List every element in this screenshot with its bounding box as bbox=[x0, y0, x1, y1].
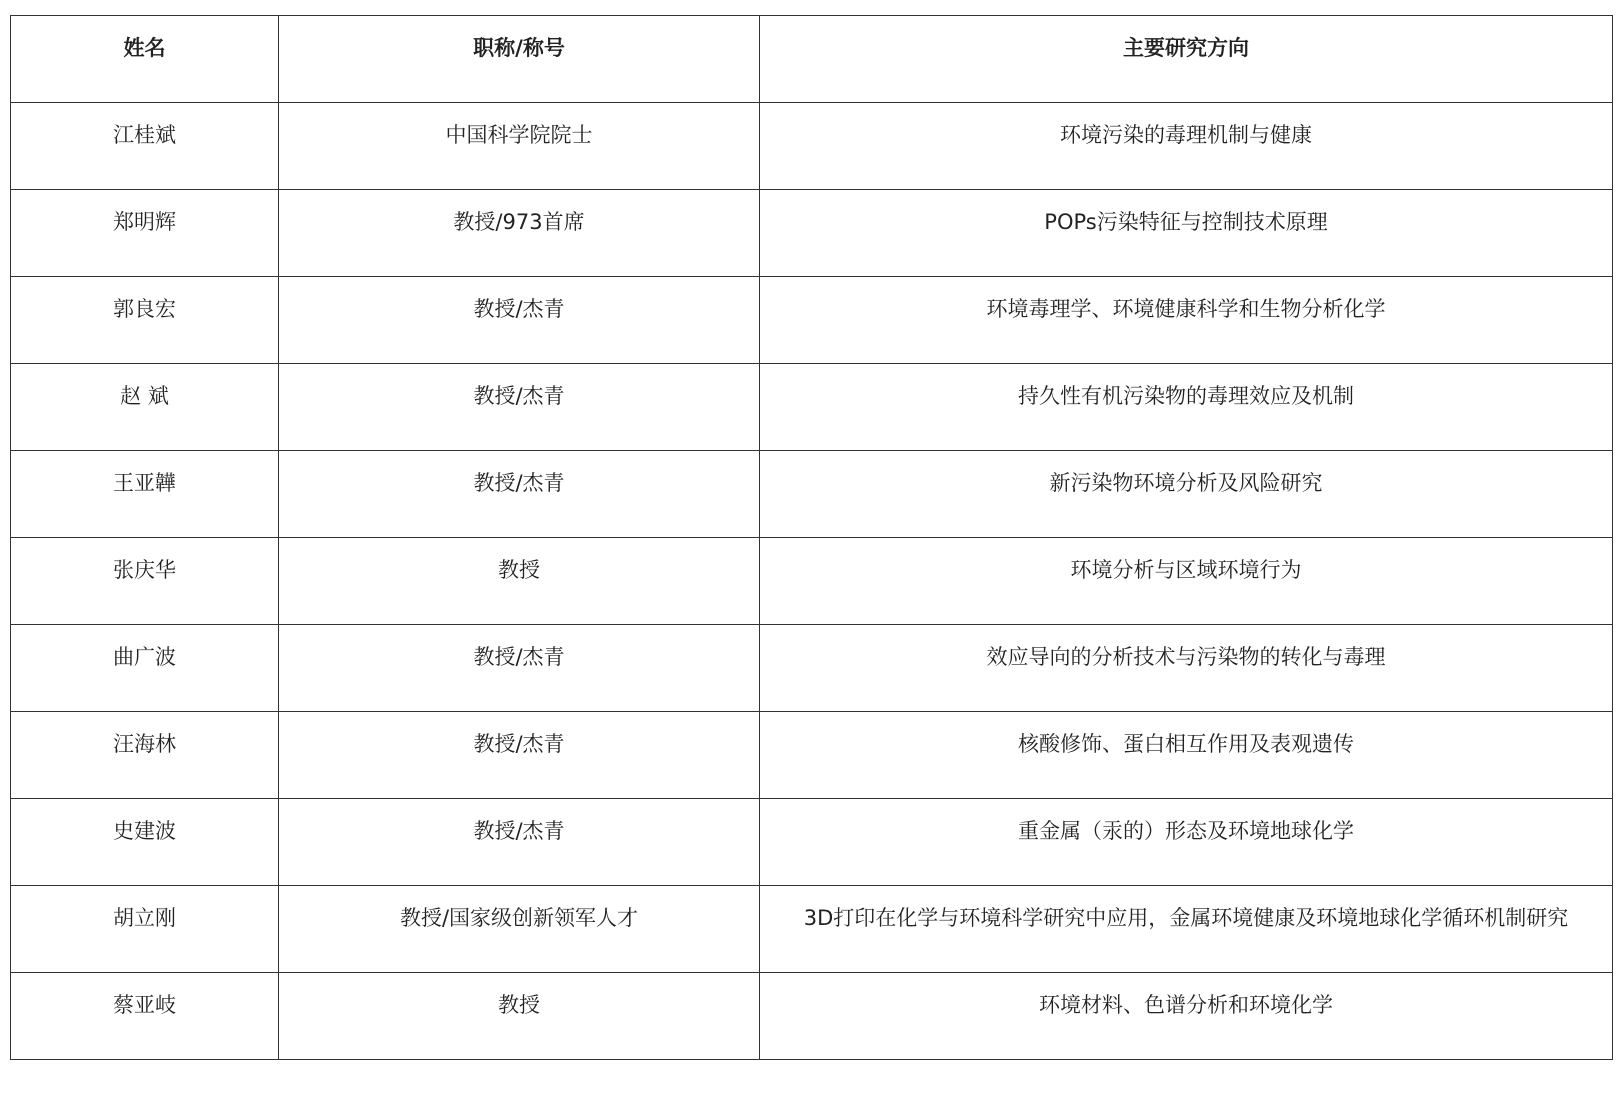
cell-research: 持久性有机污染物的毒理效应及机制 bbox=[760, 364, 1613, 451]
table-row bbox=[11, 277, 1613, 364]
cell-title: 教授 bbox=[279, 973, 760, 1060]
cell-title: 教授/杰青 bbox=[279, 277, 760, 364]
cell-name: 江桂斌 bbox=[11, 103, 279, 190]
cell-title: 教授/杰青 bbox=[279, 712, 760, 799]
cell-research: 环境毒理学、环境健康科学和生物分析化学 bbox=[760, 277, 1613, 364]
table-row bbox=[11, 799, 1613, 886]
cell-research: 效应导向的分析技术与污染物的转化与毒理 bbox=[760, 625, 1613, 712]
cell-title: 教授 bbox=[279, 538, 760, 625]
header-research: 主要研究方向 bbox=[760, 16, 1613, 103]
cell-name: 张庆华 bbox=[11, 538, 279, 625]
cell-title: 教授/国家级创新领军人才 bbox=[279, 886, 760, 973]
cell-research: 重金属（汞的）形态及环境地球化学 bbox=[760, 799, 1613, 886]
table-row bbox=[11, 886, 1613, 973]
cell-research: POPs污染特征与控制技术原理 bbox=[760, 190, 1613, 277]
table-row bbox=[11, 451, 1613, 538]
header-title: 职称/称号 bbox=[279, 16, 760, 103]
cell-title: 教授/杰青 bbox=[279, 364, 760, 451]
table-header bbox=[11, 16, 1613, 103]
cell-name: 赵 斌 bbox=[11, 364, 279, 451]
header-row bbox=[11, 16, 1613, 103]
table-row bbox=[11, 973, 1613, 1060]
cell-name: 郑明辉 bbox=[11, 190, 279, 277]
cell-name: 曲广波 bbox=[11, 625, 279, 712]
header-name: 姓名 bbox=[11, 16, 279, 103]
cell-title: 中国科学院院士 bbox=[279, 103, 760, 190]
cell-research: 新污染物环境分析及风险研究 bbox=[760, 451, 1613, 538]
table-row bbox=[11, 625, 1613, 712]
cell-title: 教授/杰青 bbox=[279, 799, 760, 886]
cell-title: 教授/杰青 bbox=[279, 451, 760, 538]
cell-name: 郭良宏 bbox=[11, 277, 279, 364]
cell-research: 环境分析与区域环境行为 bbox=[760, 538, 1613, 625]
cell-name: 蔡亚岐 bbox=[11, 973, 279, 1060]
cell-name: 汪海林 bbox=[11, 712, 279, 799]
cell-research: 环境污染的毒理机制与健康 bbox=[760, 103, 1613, 190]
table-row bbox=[11, 190, 1613, 277]
cell-research: 环境材料、色谱分析和环境化学 bbox=[760, 973, 1613, 1060]
cell-name: 胡立刚 bbox=[11, 886, 279, 973]
faculty-table bbox=[10, 15, 1613, 1060]
cell-research: 3D打印在化学与环境科学研究中应用，金属环境健康及环境地球化学循环机制研究 bbox=[760, 886, 1613, 973]
table-row bbox=[11, 103, 1613, 190]
table-body bbox=[11, 103, 1613, 1060]
cell-name: 王亚韡 bbox=[11, 451, 279, 538]
cell-name: 史建波 bbox=[11, 799, 279, 886]
table-row bbox=[11, 364, 1613, 451]
cell-research: 核酸修饰、蛋白相互作用及表观遗传 bbox=[760, 712, 1613, 799]
cell-title: 教授/杰青 bbox=[279, 625, 760, 712]
table-row bbox=[11, 538, 1613, 625]
cell-title: 教授/973首席 bbox=[279, 190, 760, 277]
table-row bbox=[11, 712, 1613, 799]
